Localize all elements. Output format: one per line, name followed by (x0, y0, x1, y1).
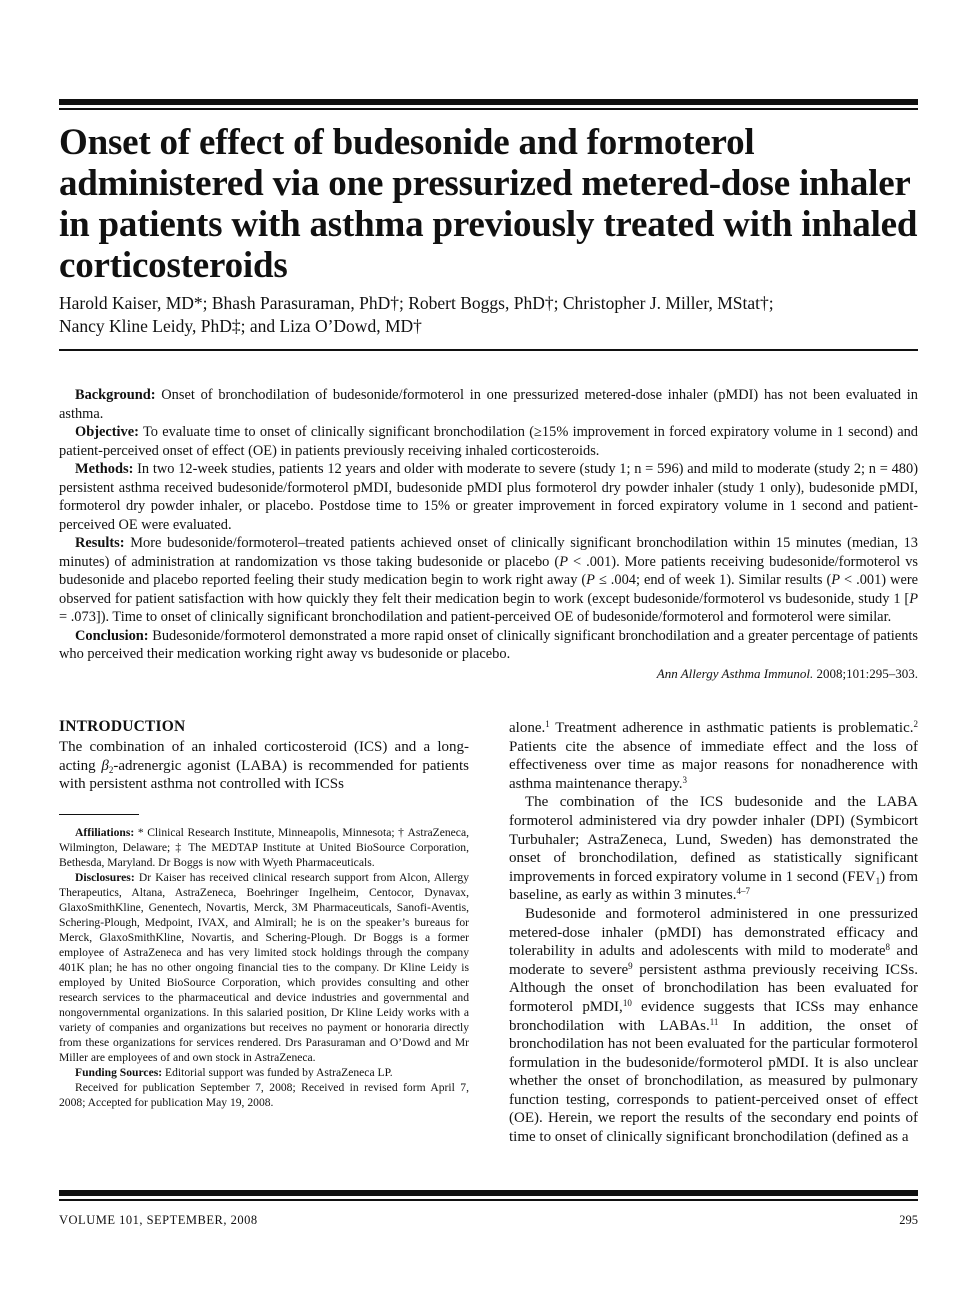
results-text: < .001). More patients receiving budesonide/formoterol vs budesonide and placebo reported feeling their study medication begin to work right away ( (59, 553, 919, 588)
disclosures-text: Dr Kaiser has received clinical research support from Alcon, Allergy Therapeutics, Altana, AstraZeneca, Boehringer Ingelheim, Centocor, Dynavax, GlaxoSmithKline, Genentech, Novartis, Merck, 3M Pharmaceuticals, Sanofi-Aventis, Schering-Plough, Medpoint, IVAX, and Almirall; he is on the speaker’s bureaus for Merck, GlaxoSmithKline, Novartis, and Schering-Plough. Dr Boggs is a former employee of AstraZeneca and has very limited stock holdings through the company 401K plan; he has no other ongoing financial ties to the company. Dr Kline Leidy is employed by United BioSource Corporation, which provides consulting and other research services to the pharmaceutical and device industries and governmental and nongovernmental organizations. In this salaried position, Dr Kline Leidy works with a variety of companies and organizations but receives no payment or honoraria directly from these organizations for services rendered. Drs Parasuraman and O’Dowd and Mr Miller are employees of and own stock in AstraZeneca. (59, 870, 469, 1064)
body-paragraph (509, 719, 918, 793)
results-label: Results: (75, 535, 125, 551)
page-number: 295 (899, 1213, 918, 1227)
subscript: 2 (108, 764, 114, 775)
text-run: evidence suggests that ICSs may enhance bronchodilation with LABAs. (509, 998, 919, 1034)
authors-line-2: Nancy Kline Leidy, PhD‡; and Liza O’Dowd, MD† (59, 316, 422, 336)
abstract-conclusion (59, 627, 918, 664)
footer-volume: VOLUME 101, SEPTEMBER, 2008 (59, 1213, 258, 1227)
reference-superscript: 8 (885, 942, 890, 953)
reference-superscript: 9 (628, 960, 633, 971)
beta-symbol: β (101, 757, 109, 774)
reference-superscript: 4–7 (736, 886, 750, 897)
left-column (59, 718, 469, 1110)
funding-label: Funding Sources: (75, 1065, 163, 1079)
abstract-results (59, 534, 918, 627)
top-rule (59, 99, 918, 105)
background-text: Onset of bronchodilation of budesonide/formoterol in one pressurized metered-dose inhaler (pMDI) has not been evaluated in asthma. (59, 387, 918, 422)
text-run: ) from baseline, as early as within 3 minutes. (509, 868, 918, 904)
p-value-symbol: P (559, 553, 568, 570)
conclusion-text: Budesonide/formoterol demonstrated a more rapid onset of clinically significant bronchodilation and a greater percentage of patients who perceived their medication working right away vs budesonide or placebo. (59, 627, 918, 662)
reference-superscript: 3 (682, 774, 688, 785)
abstract (59, 386, 918, 683)
text-run: In addition, the onset of bronchodilation has not been evaluated for the particular formoterol formulation in the budesonide/formoterol pMDI. It is also unclear whether the onset of bronchodilation, as measured by pulmonary function testing, corresponds to patient-perceived onset of effect (OE). Herein, we report the results of the secondary end points of time to onset of clinically significant bronchodilation (defined as a (509, 1017, 918, 1146)
p-value-symbol: P (831, 572, 841, 588)
footnote-affiliations (59, 825, 469, 870)
abstract-background (59, 386, 918, 423)
text-run: persistent asthma previously receiving ICSs. Although the onset of bronchodilation has been evaluated for formoterol pMDI, (509, 961, 918, 1015)
article-title: Onset of effect of budesonide and formoterol administered via one pressurized metered-dose inhaler in patients with asthma previously treated with inhaled corticosteroids (59, 122, 918, 286)
footnote-funding (59, 1065, 469, 1080)
body-paragraph (509, 793, 918, 905)
results-text: More budesonide/formoterol–treated patients achieved onset of clinically significant bronchodilation within 15 minutes (median, 13 minutes) of administration at randomization vs those taking budesonide or placebo ( (59, 535, 918, 570)
disclosures-label: Disclosures: (75, 870, 135, 884)
text-run: alone. (509, 720, 546, 736)
right-column (509, 719, 918, 1147)
abstract-methods (59, 460, 918, 534)
citation (59, 665, 918, 684)
background-label: Background: (75, 387, 156, 403)
footnote-rule (59, 814, 139, 815)
funding-text: Editorial support was funded by AstraZeneca LP. (162, 1065, 393, 1079)
footnote-received: Received for publication September 7, 2008; Received in revised form April 7, 2008; Accepted for publication May 19, 2008. (59, 1080, 469, 1109)
affiliations-text: * Clinical Research Institute, Minneapolis, Minnesota; † AstraZeneca, Wilmington, Delaware; ‡ The MEDTAP Institute at United BioSource Corporation, Bethesda, Maryland. Dr Boggs is now with Wyeth Pharmaceuticals. (59, 825, 469, 869)
p-value-symbol: P (909, 590, 918, 607)
footnote-disclosures (59, 870, 469, 1065)
methods-label: Methods: (75, 461, 134, 477)
text-run: Patients cite the absence of immediate effect and the loss of effectiveness over time as major reasons for nonadherence with asthma maintenance therapy. (509, 738, 918, 792)
reference-superscript: 1 (545, 719, 550, 729)
subscript: 1 (875, 875, 881, 886)
section-heading: INTRODUCTION (59, 718, 186, 735)
text-run: The combination of the ICS budesonide and the LABA formoterol administered via dry powder inhaler (DPI) (Symbicort Turbuhaler; AstraZeneca, Lund, Sweden) has demonstrated the onset of bronchodilation, defined as statistically significant improvements in forced expiratory volume in 1 second (FEV (509, 794, 918, 885)
text-run: and moderate to severe (509, 943, 918, 978)
results-text: = .073]). Time to onset of clinically significant bronchodilation and patient-perceived OE of budesonide/formoterol and formoterol were similar. (59, 609, 892, 625)
text-run: -adrenergic agonist (LABA) is recommended for patients with persistent asthma not controlled with ICSs (59, 757, 470, 793)
text-run: Treatment adherence in asthmatic patients is problematic. (549, 720, 914, 736)
conclusion-label: Conclusion: (75, 627, 149, 644)
intro-paragraph (59, 738, 469, 794)
abstract-objective (59, 423, 918, 460)
bottom-rule (59, 1190, 918, 1196)
citation-ref: 2008;101:295–303. (813, 665, 918, 681)
reference-superscript: 2 (913, 719, 918, 729)
results-text: ≤ .004; end of week 1). Similar results ( (594, 572, 832, 588)
authors (59, 292, 929, 338)
citation-journal: Ann Allergy Asthma Immunol. (656, 665, 814, 681)
bottom-rule-thin (59, 1199, 918, 1201)
p-value-symbol: P (586, 572, 595, 588)
methods-text: In two 12-week studies, patients 12 years and older with moderate to severe (study 1; n = 596) and mild to moderate (study 2; n = 480) persistent asthma received budesonide/formoterol pMDI, budesonide pMDI plus formoterol dry powder inhaler (study 1 only), budesonide pMDI, formoterol dry powder inhaler, or placebo. Postdose time to 15% or greater improvement in forced expiratory volume in 1 second and patient-perceived OE were evaluated. (59, 461, 918, 533)
reference-superscript: 10 (622, 997, 632, 1008)
top-rule-thin (59, 108, 918, 110)
footnotes (59, 825, 469, 1110)
text-run: Budesonide and formoterol administered in one pressurized metered-dose inhaler (pMDI) has demonstrated efficacy and tolerability in adults and adolescents with mild to moderate (509, 905, 918, 960)
authors-line-1: Harold Kaiser, MD*; Bhash Parasuraman, PhD†; Robert Boggs, PhD†; Christopher J. Miller, MStat†; (59, 293, 774, 313)
body-paragraph (509, 905, 918, 1147)
reference-superscript: 11 (709, 1016, 719, 1027)
affiliations-label: Affiliations: (75, 825, 135, 839)
objective-text: To evaluate time to onset of clinically significant bronchodilation (≥15% improvement in forced expiratory volume in 1 second) and patient-perceived onset of effect (OE) in patients previously receiving inhaled corticosteroids. (59, 424, 918, 459)
objective-label: Objective: (75, 424, 139, 440)
authors-rule (59, 349, 918, 351)
results-text: < .001) were observed for patient satisfaction with how quickly they felt their medication begin to work (except budesonide/formoterol vs budesonide, study 1 [ (59, 572, 919, 607)
text-run: The combination of an inhaled corticosteroid (ICS) and a long-acting (59, 739, 469, 774)
